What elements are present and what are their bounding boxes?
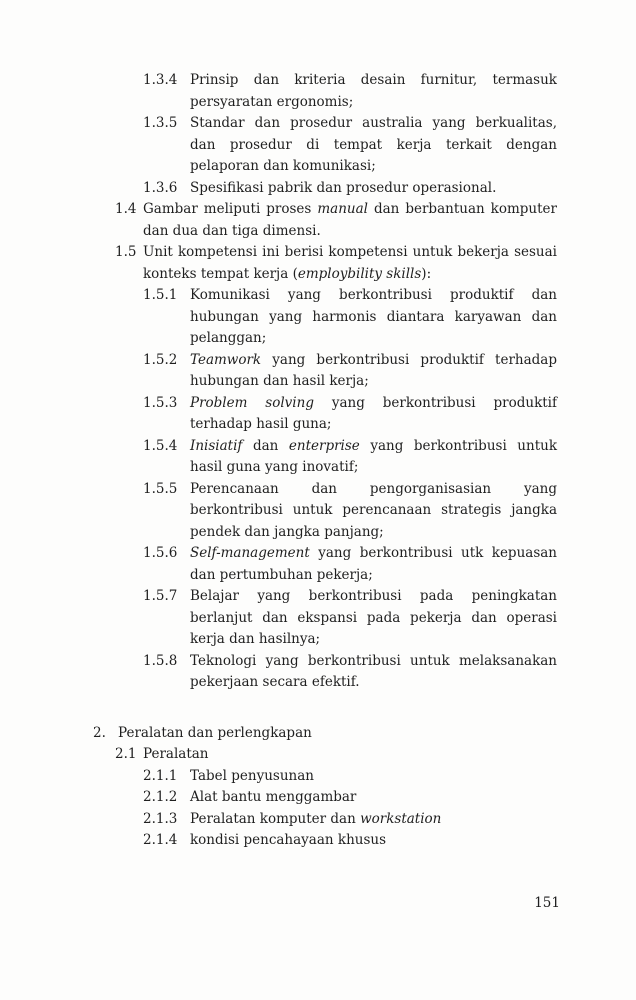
- item-number: 1.5.8: [143, 652, 178, 669]
- item-number: 2.1: [115, 746, 137, 762]
- item-number: 1.3.4: [143, 72, 178, 88]
- list-item-1-4: [115, 199, 557, 242]
- item-text: Komunikasi yang berkontribusi produktif dan hubungan yang harmonis diantara karyawan dan pelanggan;: [190, 287, 557, 346]
- list-item-1-5-2: [143, 350, 557, 393]
- page-number: 151: [534, 895, 560, 911]
- list-item-2-1-3: [143, 809, 557, 831]
- item-text: Problem solving yang berkontribusi produktif terhadap hasil guna;: [190, 394, 557, 432]
- item-number: 1.5: [115, 244, 137, 260]
- item-number: 1.5.6: [143, 545, 178, 561]
- item-number: 2.: [93, 724, 106, 741]
- item-text: Alat bantu menggambar: [190, 789, 357, 805]
- item-text: Belajar yang berkontribusi pada peningkatan berlanjut dan ekspansi pada pekerja dan operasi kerja dan hasilnya;: [190, 588, 557, 647]
- list-item-1-5: [115, 242, 557, 285]
- list-item-2-1-2: [143, 787, 557, 809]
- item-number: 1.3.5: [143, 115, 178, 131]
- list-item-2-1-1: [143, 766, 557, 788]
- item-number: 1.5.5: [143, 480, 178, 497]
- item-text: Peralatan dan perlengkapan: [118, 724, 312, 741]
- list-item-2-1-4: [143, 830, 557, 852]
- item-text: Standar dan prosedur australia yang berkualitas, dan prosedur di tempat kerja terkait dengan pelaporan dan komunikasi;: [190, 115, 557, 174]
- item-text: Peralatan komputer dan workstation: [190, 810, 442, 827]
- item-text: Inisiatif dan enterprise yang berkontribusi untuk hasil guna yang inovatif;: [190, 437, 557, 475]
- list-item-2-1: [115, 744, 557, 766]
- list-item-1-5-6: [143, 543, 557, 586]
- list-item-1-5-8: [143, 651, 557, 694]
- list-item-1-3-5: [143, 113, 557, 178]
- list-item-1-5-3: [143, 393, 557, 436]
- item-text: kondisi pencahayaan khusus: [190, 832, 387, 848]
- list-item-1-3-4: [143, 70, 557, 113]
- item-text: Perencanaan dan pengorganisasian yang berkontribusi untuk perencanaan strategis jangka pendek dan jangka panjang;: [190, 480, 557, 540]
- list-item-1-5-5: [143, 479, 557, 544]
- item-number: 1.5.7: [143, 588, 178, 604]
- item-number: 1.5.2: [143, 351, 178, 368]
- item-number: 1.5.1: [143, 287, 178, 303]
- item-text: Unit kompetensi ini berisi kompetensi untuk bekerja sesuai konteks tempat kerja (employbility skills):: [143, 244, 557, 282]
- item-text: Gambar meliputi proses manual dan berbantuan komputer dan dua dan tiga dimensi.: [143, 201, 557, 239]
- item-number: 1.5.3: [143, 394, 178, 411]
- list-item-2: [93, 723, 557, 745]
- item-number: 1.5.4: [143, 437, 178, 454]
- item-number: 2.1.3: [143, 810, 178, 827]
- list-item-1-5-7: [143, 586, 557, 651]
- item-text: Spesifikasi pabrik dan prosedur operasional.: [190, 179, 497, 196]
- item-number: 1.3.6: [143, 179, 178, 196]
- item-number: 2.1.4: [143, 832, 178, 848]
- item-text: Self-management yang berkontribusi utk kepuasan dan pertumbuhan pekerja;: [190, 545, 557, 583]
- item-text: Teamwork yang berkontribusi produktif terhadap hubungan dan hasil kerja;: [190, 351, 557, 389]
- list-item-1-5-4: [143, 436, 557, 479]
- list-item-1-5-1: [143, 285, 557, 350]
- item-text: Prinsip dan kriteria desain furnitur, termasuk persyaratan ergonomis;: [190, 72, 557, 110]
- item-number: 2.1.2: [143, 789, 178, 805]
- item-number: 1.4: [115, 201, 137, 217]
- item-number: 2.1.1: [143, 767, 178, 784]
- document-body: [0, 70, 636, 852]
- item-text: Teknologi yang berkontribusi untuk melaksanakan pekerjaan secara efektif.: [190, 652, 557, 690]
- list-item-1-3-6: [143, 178, 557, 200]
- item-text: Peralatan: [143, 746, 209, 762]
- item-text: Tabel penyusunan: [190, 767, 314, 784]
